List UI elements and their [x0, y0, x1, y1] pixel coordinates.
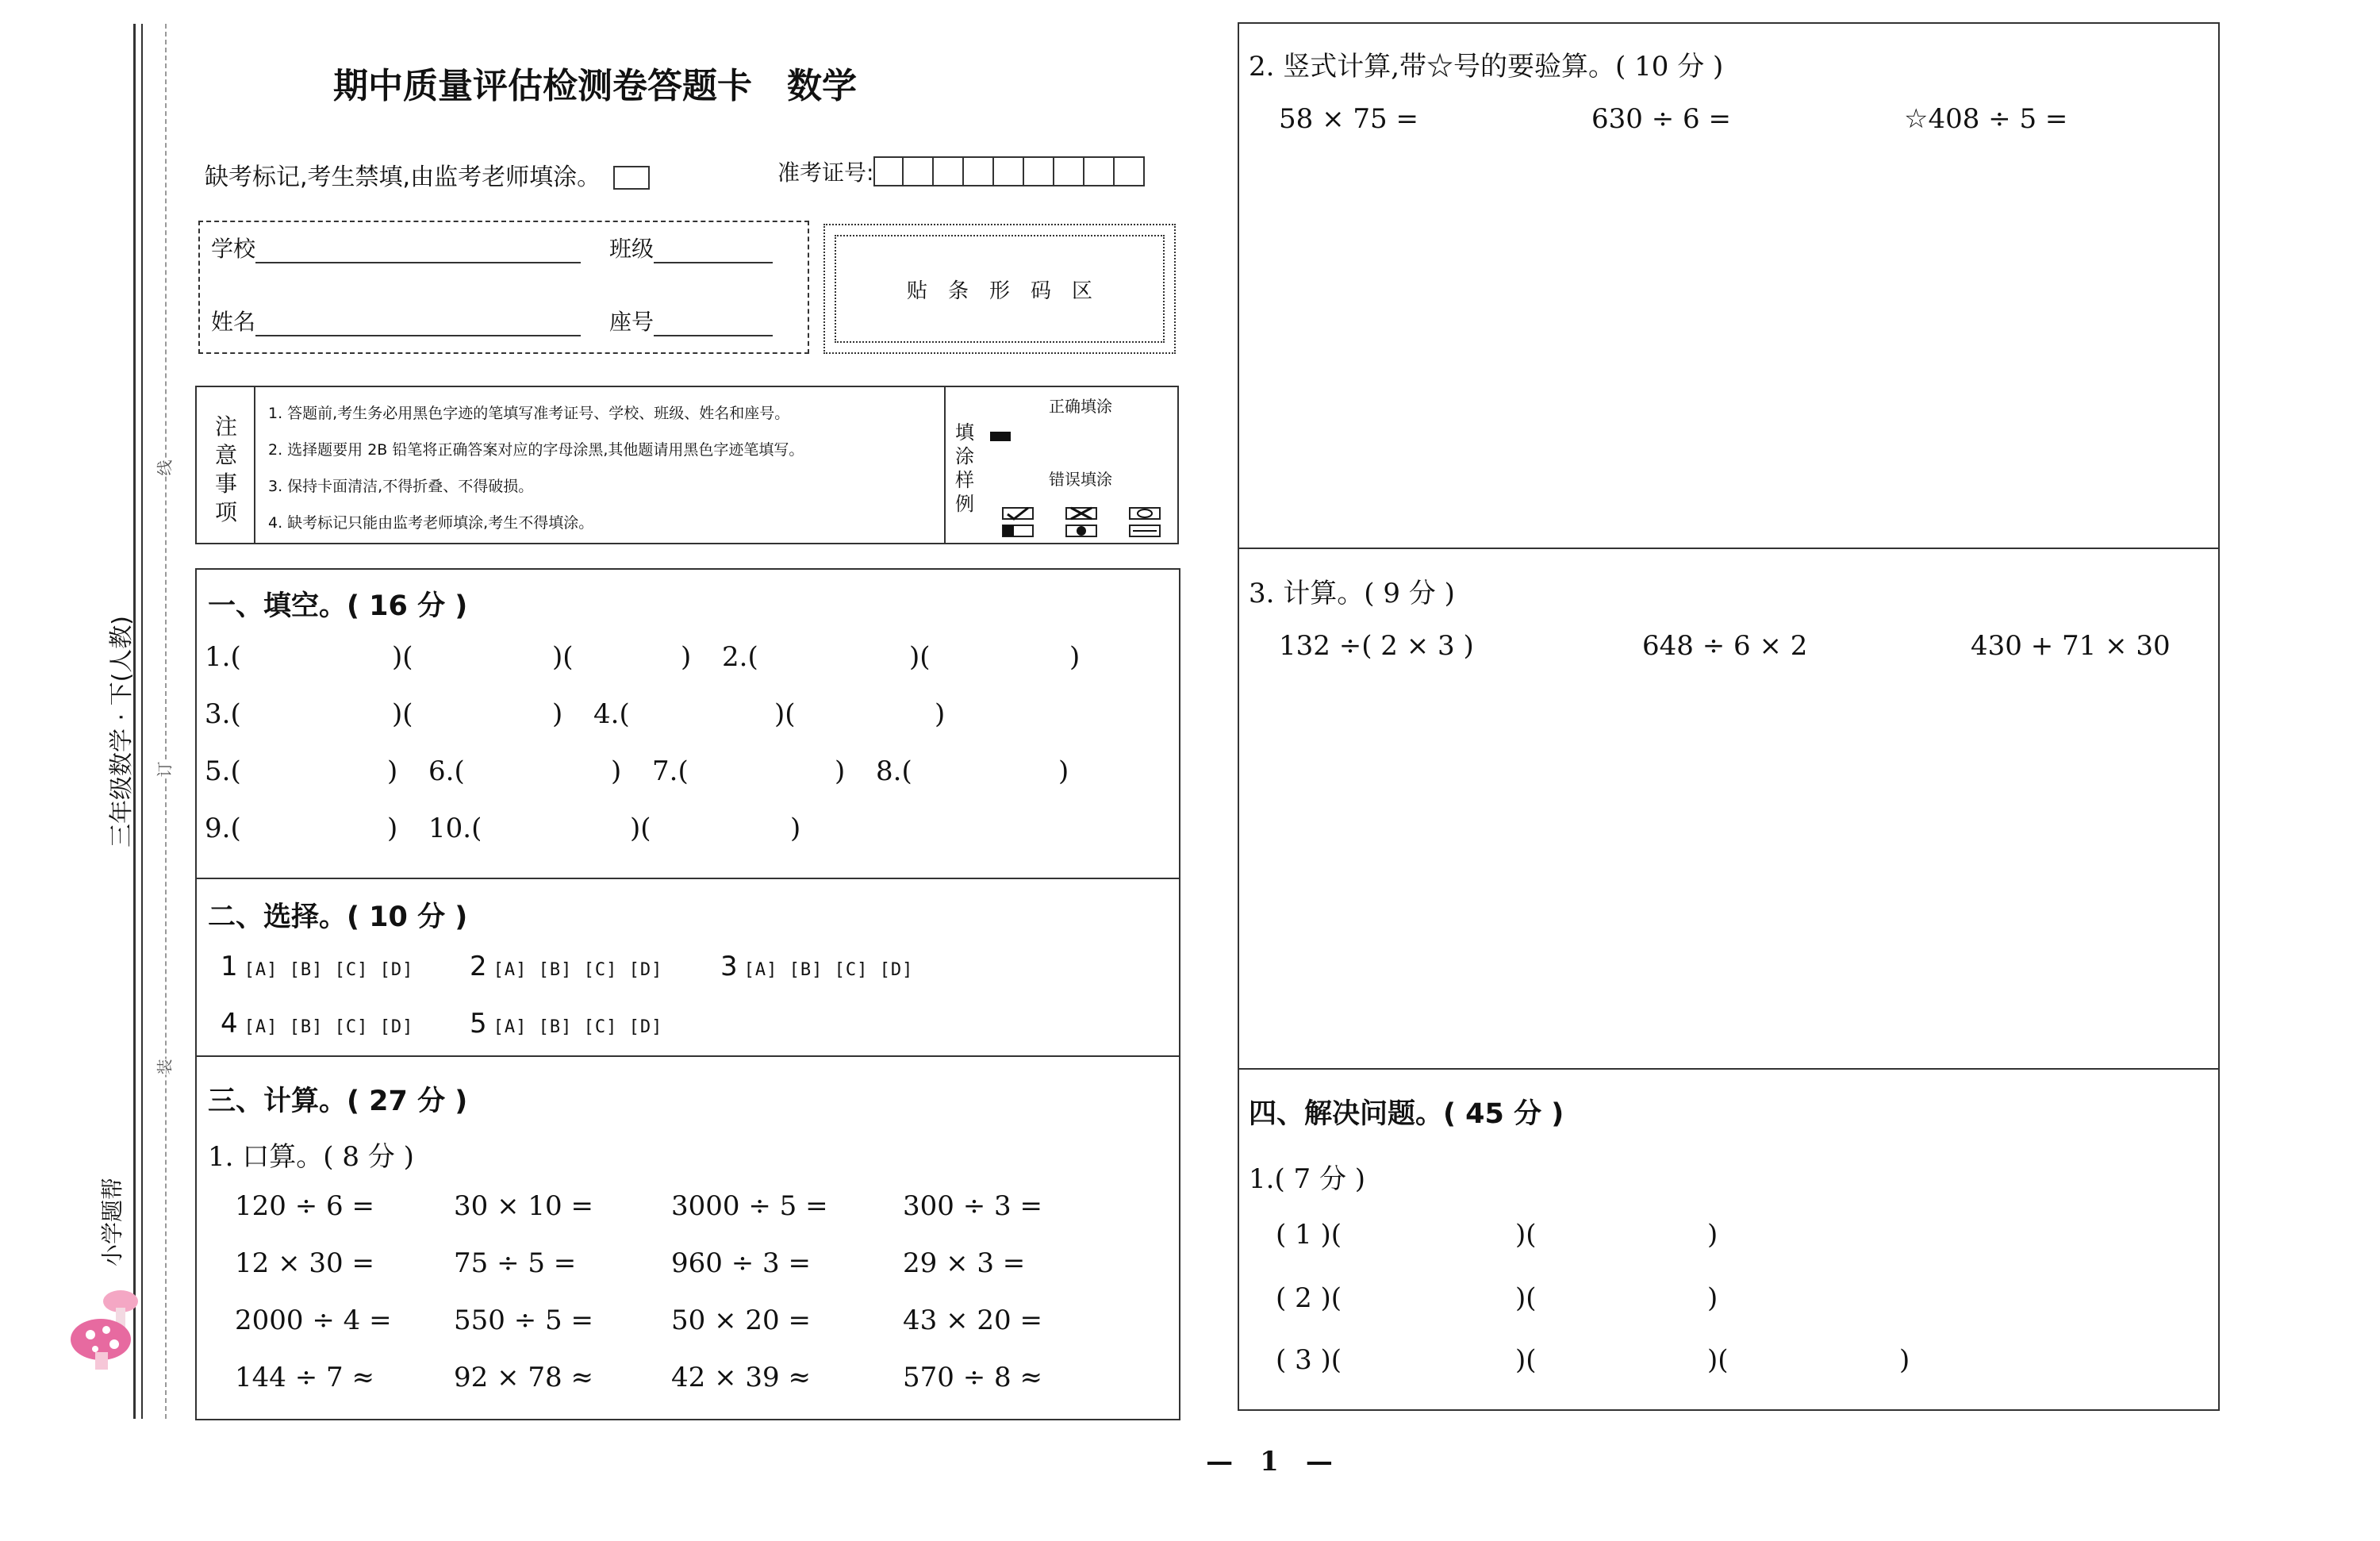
section3-title: 三、计算。( 27 分 )	[208, 1086, 468, 1117]
barcode-label: 贴 条 形 码 区	[906, 279, 1092, 303]
vertical-divider	[1238, 548, 2220, 549]
choice-q4[interactable]	[221, 1008, 413, 1040]
fill-part: )	[835, 755, 846, 787]
fill-row-2[interactable]	[205, 698, 1173, 733]
problem-part: )	[1899, 1344, 1910, 1376]
oral-item: 300 ÷ 3 =	[903, 1190, 1042, 1222]
problem-part: )	[1707, 1282, 1718, 1314]
fill-part: )	[935, 698, 946, 730]
page-number: — 1 —	[1206, 1446, 1333, 1478]
oral-subtitle: 1. 口算。( 8 分 )	[208, 1141, 414, 1173]
calc-divider	[1238, 1068, 2220, 1070]
fill-part: )	[387, 755, 398, 787]
notice-item-1: 1. 答题前,考生务必用黑色字迹的笔填写准考证号、学校、班级、姓名和座号。	[268, 405, 790, 422]
fill-part: )	[1058, 755, 1069, 787]
seat-label: 座号	[609, 309, 654, 335]
calc-row[interactable]	[1279, 630, 2199, 665]
notice-item-3: 3. 保持卡面清洁,不得折叠、不得破损。	[268, 478, 534, 495]
absent-note-text: 缺考标记,考生禁填,由监考老师填涂。	[205, 163, 601, 191]
section2-divider	[195, 1055, 1180, 1057]
oral-item: 75 ÷ 5 =	[454, 1247, 577, 1279]
ticket-number	[777, 156, 1145, 187]
problem-part: ( 1 )(	[1276, 1219, 1342, 1251]
seat-field[interactable]	[609, 305, 773, 336]
ticket-cell[interactable]	[934, 156, 964, 186]
oral-item: 3000 ÷ 5 =	[671, 1190, 828, 1222]
vertical-subtitle: 2. 竖式计算,带☆号的要验算。( 10 分 )	[1249, 51, 1724, 83]
choice-options[interactable]: [A] [B] [C] [D]	[493, 960, 663, 980]
ticket-cell[interactable]	[1054, 156, 1084, 186]
choice-number: 2	[470, 951, 487, 982]
oral-item: 29 × 3 =	[903, 1247, 1026, 1279]
oral-item: 30 × 10 =	[454, 1190, 593, 1222]
oral-item: 50 × 20 =	[671, 1305, 811, 1336]
class-line[interactable]	[654, 238, 773, 263]
name-label: 姓名	[211, 309, 256, 335]
oral-grid	[235, 1190, 1171, 1420]
choice-number: 4	[221, 1008, 238, 1040]
fill-part: 3.(	[205, 698, 241, 730]
section4-title: 四、解决问题。( 45 分 )	[1249, 1098, 1564, 1130]
vertical-row[interactable]	[1279, 103, 2199, 138]
fill-part: )(	[909, 641, 931, 673]
problem-part: )(	[1515, 1219, 1537, 1251]
choice-options[interactable]: [A] [B] [C] [D]	[244, 1017, 414, 1037]
oral-item: 120 ÷ 6 =	[235, 1190, 374, 1222]
choice-options[interactable]: [A] [B] [C] [D]	[493, 1017, 663, 1037]
school-field[interactable]	[211, 232, 581, 263]
oral-item: 2000 ÷ 4 =	[235, 1305, 392, 1336]
fill-part: )(	[392, 641, 413, 673]
calc-item: 648 ÷ 6 × 2	[1642, 630, 1808, 662]
right-answer-panel	[1238, 22, 2220, 1411]
ticket-cell[interactable]	[1115, 156, 1145, 186]
sample-wrong-label: 错误填涂	[1049, 470, 1112, 489]
problem-part: )	[1707, 1219, 1718, 1251]
fill-part: )(	[774, 698, 796, 730]
fill-part: )	[611, 755, 622, 787]
vertical-item: ☆408 ÷ 5 =	[1904, 103, 2068, 135]
calc-item: 132 ÷( 2 × 3 )	[1279, 630, 1474, 662]
notice-label-divider	[254, 387, 255, 543]
binding-mark-2: 订	[152, 762, 175, 778]
fill-part: 6.(	[428, 755, 465, 787]
fill-part: )	[387, 813, 398, 844]
problem-row-1[interactable]	[1276, 1219, 2196, 1254]
problem-part: )(	[1707, 1344, 1729, 1376]
fill-part: )	[1069, 641, 1081, 673]
vertical-item: 58 × 75 =	[1279, 103, 1418, 135]
problem-part: )(	[1515, 1344, 1537, 1376]
fill-part: )(	[392, 698, 413, 730]
fill-part: )	[552, 698, 563, 730]
fill-part: 7.(	[652, 755, 689, 787]
fill-part: 2.(	[722, 641, 758, 673]
choice-q2[interactable]	[470, 951, 662, 982]
fill-part: )(	[630, 813, 651, 844]
choice-q3[interactable]	[720, 951, 913, 982]
oral-item: 550 ÷ 5 =	[454, 1305, 593, 1336]
oral-item: 144 ÷ 7 ≈	[235, 1362, 374, 1393]
class-label: 班级	[609, 236, 654, 262]
problem-row-3[interactable]	[1276, 1344, 2196, 1379]
section1-title: 一、填空。( 16 分 )	[208, 590, 468, 622]
choice-q5[interactable]	[470, 1008, 662, 1040]
choice-options[interactable]: [A] [B] [C] [D]	[743, 960, 914, 980]
oral-item: 570 ÷ 8 ≈	[903, 1362, 1042, 1393]
oral-item: 12 × 30 =	[235, 1247, 374, 1279]
section2-title: 二、选择。( 10 分 )	[208, 901, 468, 933]
fill-part: 1.(	[205, 641, 241, 673]
ticket-cell[interactable]	[1024, 156, 1054, 186]
fill-part: 8.(	[876, 755, 912, 787]
absent-note	[205, 157, 650, 192]
ticket-cell[interactable]	[873, 156, 904, 186]
binding-mark-3: 装	[152, 1059, 175, 1075]
fill-part: 4.(	[593, 698, 630, 730]
school-label: 学校	[211, 236, 256, 262]
vertical-item: 630 ÷ 6 =	[1591, 103, 1731, 135]
fill-part: 5.(	[205, 755, 241, 787]
spine-subject: 三年级数学 · 下(人教)	[108, 615, 136, 848]
fill-part: )(	[552, 641, 574, 673]
problem-part: ( 2 )(	[1276, 1282, 1342, 1314]
binding-mark-1: 线	[152, 460, 175, 476]
ticket-cell[interactable]	[1084, 156, 1115, 186]
oral-item: 960 ÷ 3 =	[671, 1247, 811, 1279]
sample-wrong-marks-icon	[1001, 505, 1168, 540]
spine-line-inner	[141, 24, 143, 1419]
spine-brand: 小学题帮	[99, 1178, 125, 1267]
problem-part: )(	[1515, 1282, 1537, 1314]
oral-item: 92 × 78 ≈	[454, 1362, 593, 1393]
choice-number: 5	[470, 1008, 487, 1040]
notice-sample-divider	[944, 387, 946, 543]
fill-row-4[interactable]	[205, 813, 1173, 847]
name-field[interactable]	[211, 305, 581, 336]
absent-checkbox[interactable]	[613, 166, 650, 190]
ticket-cell[interactable]	[904, 156, 934, 186]
calc-item: 430 + 71 × 30	[1971, 630, 2171, 662]
fill-part: 9.(	[205, 813, 241, 844]
oral-item: 42 × 39 ≈	[671, 1362, 811, 1393]
problem1-subtitle: 1.( 7 分 )	[1249, 1163, 1366, 1195]
fill-row-1[interactable]	[205, 641, 1173, 676]
mushroom-logo-icon	[65, 1270, 144, 1373]
fill-part: )	[790, 813, 801, 844]
ticket-cell[interactable]	[994, 156, 1024, 186]
page-title: 期中质量评估检测卷答题卡 数学	[333, 66, 857, 106]
school-line[interactable]	[255, 238, 581, 263]
choice-q1[interactable]	[221, 951, 413, 982]
calc-subtitle: 3. 计算。( 9 分 )	[1249, 578, 1455, 609]
barcode-area	[835, 235, 1165, 343]
sample-correct-label: 正确填涂	[1049, 397, 1112, 416]
notice-label: 注意事项	[214, 413, 237, 525]
choice-options[interactable]: [A] [B] [C] [D]	[244, 960, 414, 980]
sample-label: 填涂样例	[955, 421, 974, 515]
notice-item-4: 4. 缺考标记只能由监考老师填涂,考生不得填涂。	[268, 514, 594, 532]
section1-divider	[195, 878, 1180, 879]
choice-number: 3	[720, 951, 738, 982]
ticket-cell[interactable]	[964, 156, 994, 186]
seat-line[interactable]	[654, 311, 773, 336]
spine-dashed-line	[165, 24, 167, 1419]
sample-correct-mark	[990, 432, 1011, 441]
problem-part: ( 3 )(	[1276, 1344, 1342, 1376]
notice-item-2: 2. 选择题要用 2B 铅笔将正确答案对应的字母涂黑,其他题请用黑色字迹笔填写。	[268, 441, 804, 459]
fill-row-3[interactable]	[205, 755, 1173, 790]
ticket-cells[interactable]	[873, 156, 1145, 186]
choice-number: 1	[221, 951, 238, 982]
fill-part: )	[681, 641, 692, 673]
ticket-label: 准考证号:	[777, 159, 874, 186]
problem-row-2[interactable]	[1276, 1282, 2196, 1317]
class-field[interactable]	[609, 232, 773, 263]
fill-part: 10.(	[428, 813, 482, 844]
name-line[interactable]	[255, 311, 581, 336]
oral-item: 43 × 20 =	[903, 1305, 1042, 1336]
